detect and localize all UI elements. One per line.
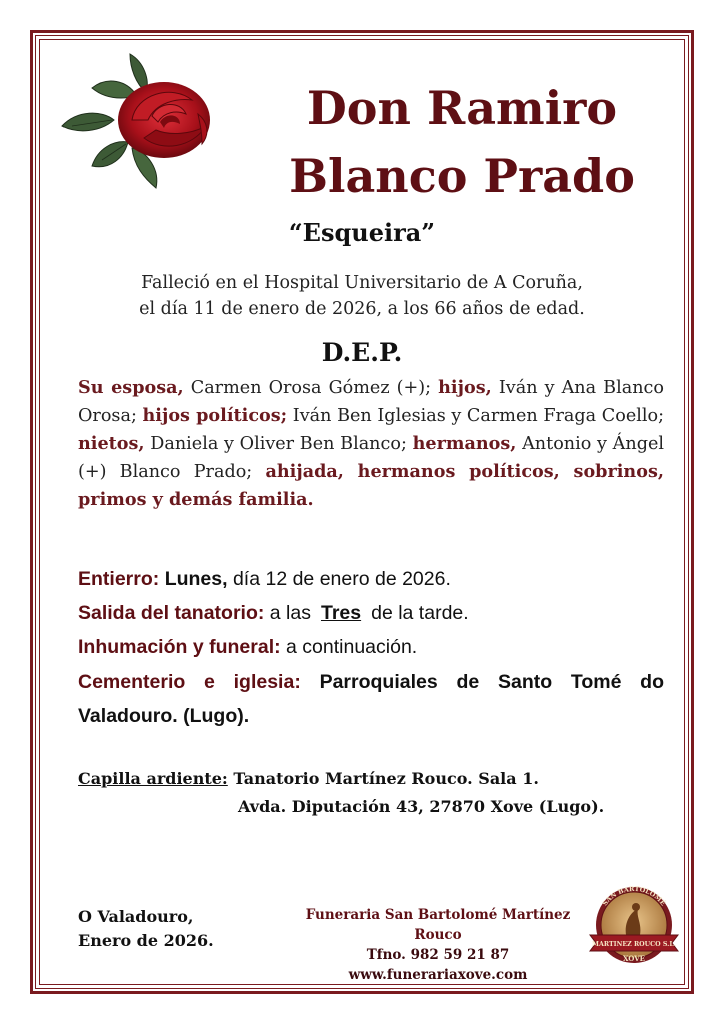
inhumacion-text: a continuación.	[280, 636, 418, 658]
capilla-line2: Avda. Diputación 43, 27870 Xove (Lugo).	[238, 797, 605, 816]
death-notice	[80, 270, 644, 322]
esposa-text: Carmen Orosa Gómez (+);	[183, 378, 439, 398]
funeral-home-info	[290, 905, 586, 985]
deceased-name-line1: Don Ramiro	[306, 81, 618, 135]
salida-line	[78, 602, 469, 625]
funeral-home-website[interactable]: www.funerariaxove.com	[348, 967, 528, 983]
inhumacion-label: Inhumación y funeral:	[78, 636, 281, 658]
svg-text:MARTINEZ ROUCO S.L.: MARTINEZ ROUCO S.L.	[592, 941, 676, 948]
salida-pre: a las	[264, 602, 311, 624]
esposa-label: Su esposa,	[78, 377, 184, 398]
rose-image	[52, 48, 222, 193]
hermanos-label: hermanos,	[412, 433, 517, 454]
inhumacion-line	[78, 636, 417, 659]
death-notice-line2: el día 11 de enero de 2026, a los 66 años de edad.	[139, 299, 585, 319]
nickname: “Esqueira”	[288, 218, 436, 247]
hijos-politicos-text: Iván Ben Iglesias y Carmen Fraga Coello;	[287, 406, 665, 426]
cementerio-text: Parroquiales de Santo Tomé do Valadouro. (Lugo).	[78, 671, 665, 727]
capilla-label: Capilla ardiente:	[78, 769, 228, 788]
salida-post: de la tarde.	[371, 602, 469, 624]
salida-label: Salida del tanatorio:	[78, 602, 265, 624]
salida-time: Tres	[320, 602, 362, 624]
capilla-ardiente	[78, 765, 604, 821]
rest-family-label: ahijada, hermanos políticos, sobrinos, primos y demás familia.	[78, 461, 664, 510]
place-date	[78, 905, 214, 953]
nietos-text: Daniela y Oliver Ben Blanco;	[144, 434, 413, 454]
entierro-line	[78, 568, 451, 591]
cementerio-line	[78, 665, 664, 733]
cementerio-label: Cementerio e iglesia:	[78, 671, 301, 693]
funeral-home-seal-logo	[586, 883, 681, 968]
place: O Valadouro,	[78, 907, 194, 926]
entierro-day: Lunes,	[164, 568, 228, 590]
hermanos-text: Antonio y Ángel (+) Blanco Prado;	[78, 434, 664, 482]
hijos-text: Iván y Ana Blanco Orosa;	[78, 378, 664, 426]
svg-text:SAN BARTOLOMÉ: SAN BARTOLOMÉ	[600, 884, 668, 908]
nietos-label: nietos,	[78, 433, 145, 454]
date: Enero de 2026.	[78, 931, 214, 950]
hijos-politicos-label: hijos políticos;	[142, 405, 288, 426]
death-notice-line1: Falleció en el Hospital Universitario de A Coruña,	[141, 273, 583, 293]
funeral-home-phone: Tfno. 982 59 21 87	[366, 947, 510, 963]
family-paragraph	[78, 374, 664, 514]
capilla-line1: Tanatorio Martínez Rouco. Sala 1.	[227, 769, 539, 788]
deceased-name-line2: Blanco Prado	[289, 149, 635, 203]
entierro-text: día 12 de enero de 2026.	[227, 568, 451, 590]
funeral-home-name: Funeraria San Bartolomé Martínez Rouco	[305, 907, 571, 943]
svg-text:XOVE: XOVE	[622, 954, 646, 963]
dep-heading: D.E.P.	[321, 338, 403, 367]
entierro-label: Entierro:	[78, 568, 160, 590]
hijos-label: hijos,	[438, 377, 492, 398]
